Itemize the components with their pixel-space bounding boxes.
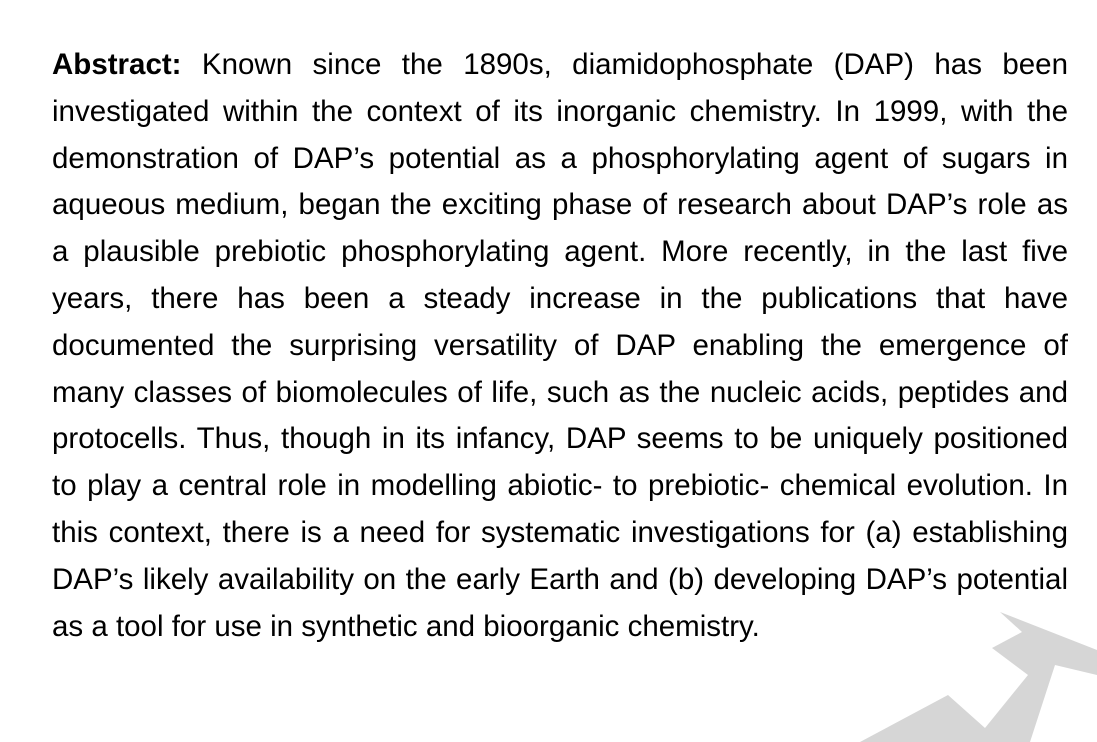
abstract-paragraph — [52, 42, 1068, 650]
abstract-text: Known since the 1890s, diamidophosphate (DAP) has been investigated within the context of its inorganic chemistry. In 1999, with the demonstration of DAP’s potential as a phosphorylating agent of sugars in aqueous medium, began the exciting phase of research about DAP’s role as a plausible prebiotic phosphorylating agent. More recently, in the last five years, there has been a steady increase in the publications that have documented the surprising versatility of DAP enabling the emergence of many classes of biomolecules of life, such as the nucleic acids, peptides and protocells. Thus, though in its infancy, DAP seems to be uniquely positioned to play a central role in modelling abiotic- to prebiotic- chemical evolution. In this context, there is a need for systematic investigations for (a) establishing DAP’s likely availability on the early Earth and (b) developing DAP’s potential as a tool for use in synthetic and bioorganic chemistry. — [52, 48, 1068, 643]
abstract-label: Abstract: — [52, 48, 182, 81]
